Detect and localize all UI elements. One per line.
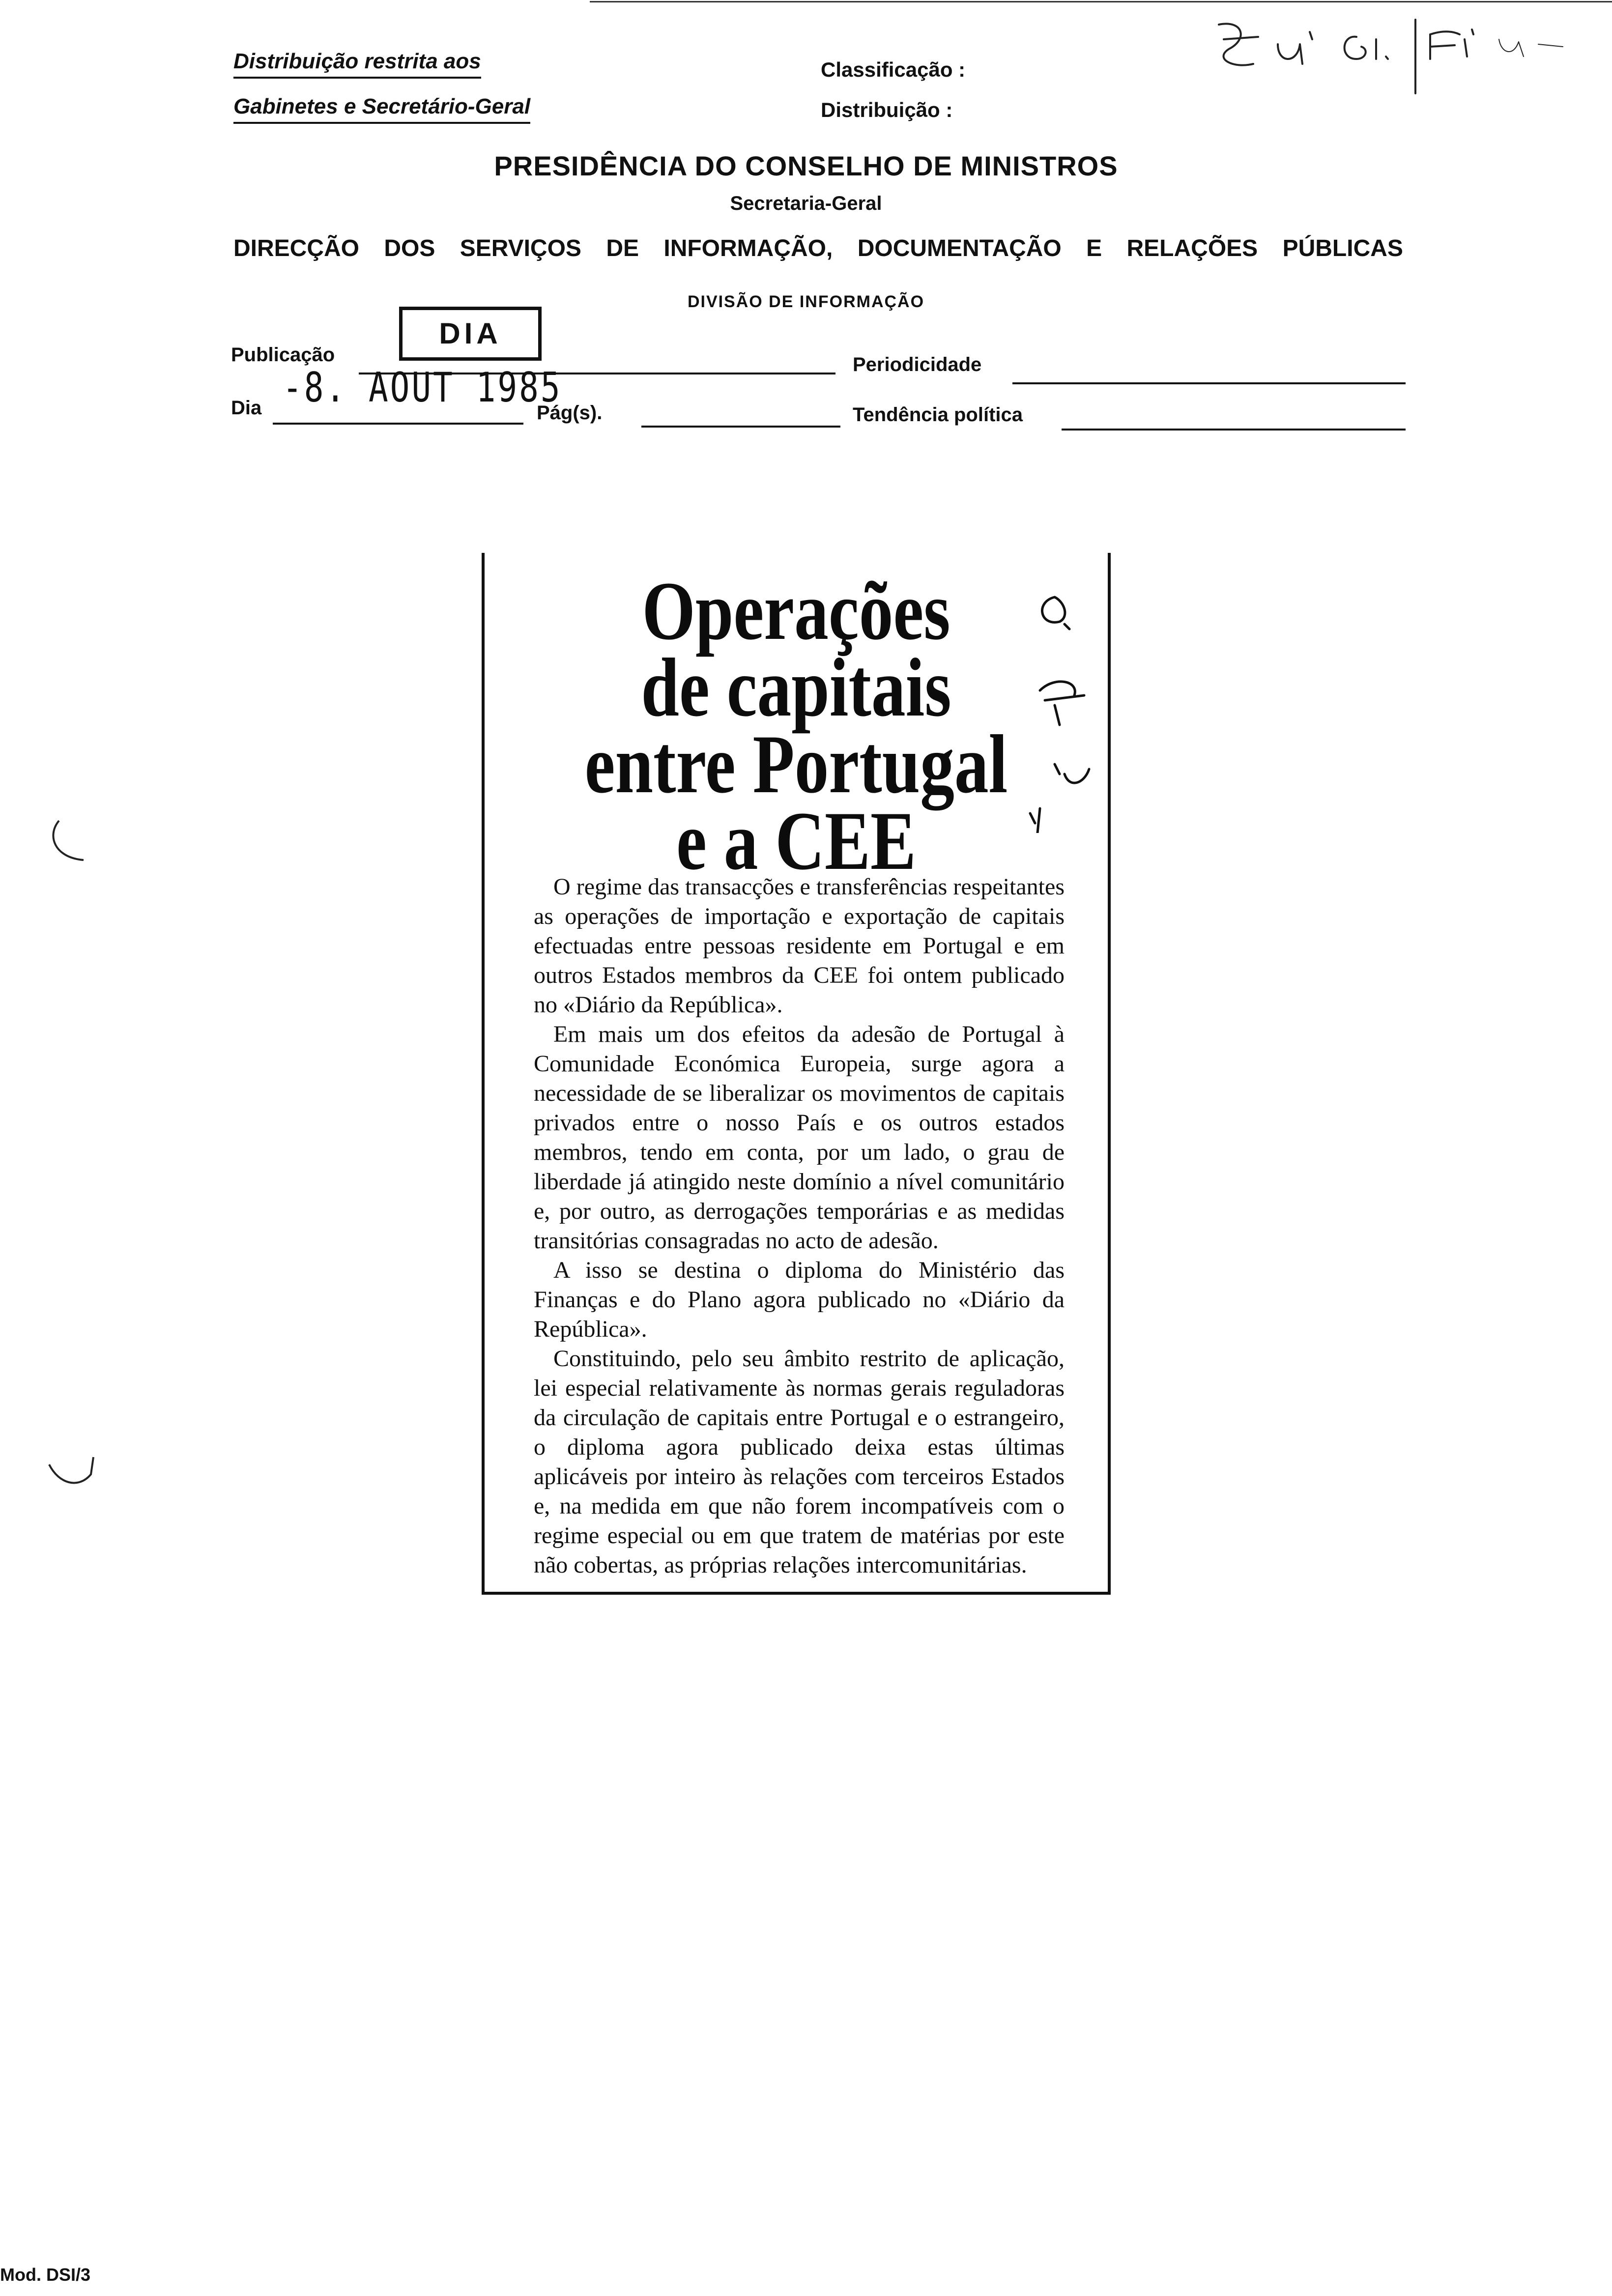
direccao-word: INFORMAÇÃO, xyxy=(663,235,833,261)
restriction-line-2-text: Gabinetes e Secretário-Geral xyxy=(233,94,531,118)
pages-rule xyxy=(641,426,840,428)
publication-label: Publicação xyxy=(231,344,335,366)
divisao-label: DIVISÃO DE INFORMAÇÃO xyxy=(687,292,925,311)
office-title: PRESIDÊNCIA DO CONSELHO DE MINISTROS xyxy=(494,150,1118,181)
article-paragraph: Constituindo, pelo seu âmbito restrito de aplicação, lei especial relativamente às normas gerais reguladoras da circulação de capitais entre Portugal e o estrangeiro, o diploma agora publicado deixa estas últimas aplicáveis por inteiro às relações com terceiros Estados e, na medida em que não forem incompatíveis com o regime especial ou em que tratem de matérias por este não cobertas, as próprias relações intercomunitárias. xyxy=(534,1346,1065,1578)
article-paragraph: O regime das transacções e transferências respeitantes as operações de importação e exportação de capitais efectuadas entre pessoas residente em Portugal e em outros Estados membros da CEE foi ontem publicado no «Diário da República». xyxy=(534,874,1065,1018)
headline-line: de capitais xyxy=(641,641,951,734)
direccao-line xyxy=(233,235,1403,262)
direccao-word: DOS xyxy=(384,235,435,261)
periodicity-label: Periodicidade xyxy=(853,354,982,375)
headline-line: Operações xyxy=(642,565,950,657)
restriction-underline-1 xyxy=(233,77,481,79)
handwritten-reference xyxy=(1199,10,1573,98)
classificacao-label: Classificação : xyxy=(821,58,966,81)
publication-value-box: DIA xyxy=(399,307,542,361)
top-border-line xyxy=(590,1,1612,2)
restriction-line-1 xyxy=(233,49,481,74)
direccao-word: DE xyxy=(606,235,639,261)
article-headline xyxy=(541,565,1052,887)
article-body xyxy=(534,872,1065,1580)
article-clipping xyxy=(482,553,1111,1595)
restriction-line-2 xyxy=(233,94,530,119)
binder-hole-mark xyxy=(44,811,98,870)
article-paragraph: A isso se destina o diploma do Ministério das Finanças e do Plano agora publicado no «Diário da República». xyxy=(534,1257,1065,1342)
political-label: Tendência política xyxy=(853,404,1023,426)
handwritten-margin-marks xyxy=(1025,577,1104,833)
direccao-word: RELAÇÕES xyxy=(1126,235,1258,261)
political-rule xyxy=(1062,429,1406,430)
headline-line: entre Portugal xyxy=(584,718,1008,810)
office-subtitle: Secretaria-Geral xyxy=(730,193,882,214)
day-rule xyxy=(273,423,523,425)
restriction-line-1-text: Distribuição restrita aos xyxy=(233,49,481,73)
headline-line: e a CEE xyxy=(676,795,916,887)
pages-label: Pág(s). xyxy=(537,402,603,424)
direccao-word: DIRECÇÃO xyxy=(233,235,360,261)
article-paragraph: Em mais um dos efeitos da adesão de Portugal à Comunidade Económica Europeia, surge agora a necessidade de se liberalizar os movimentos de capitais privados entre o nosso País e os outros estados membros, tendo em conta, por um lado, o grau de liberdade já atingido neste domínio a nível comunitário e, por outro, as derrogações temporárias e as medidas transitórias consagradas no acto de adesão. xyxy=(534,1021,1065,1254)
periodicity-rule xyxy=(1012,382,1406,384)
day-label: Dia xyxy=(231,397,262,419)
date-stamp: -8. AOUT 1985 xyxy=(283,364,562,411)
binder-hole-mark xyxy=(44,1455,98,1499)
direccao-word: E xyxy=(1086,235,1102,261)
form-code: Mod. DSI/3 xyxy=(0,2265,91,2285)
distribuicao-label: Distribuição : xyxy=(821,98,953,121)
direccao-word: DOCUMENTAÇÃO xyxy=(857,235,1062,261)
direccao-word: SERVIÇOS xyxy=(460,235,581,261)
direccao-word: PÚBLICAS xyxy=(1282,235,1403,261)
restriction-underline-2 xyxy=(233,122,530,124)
